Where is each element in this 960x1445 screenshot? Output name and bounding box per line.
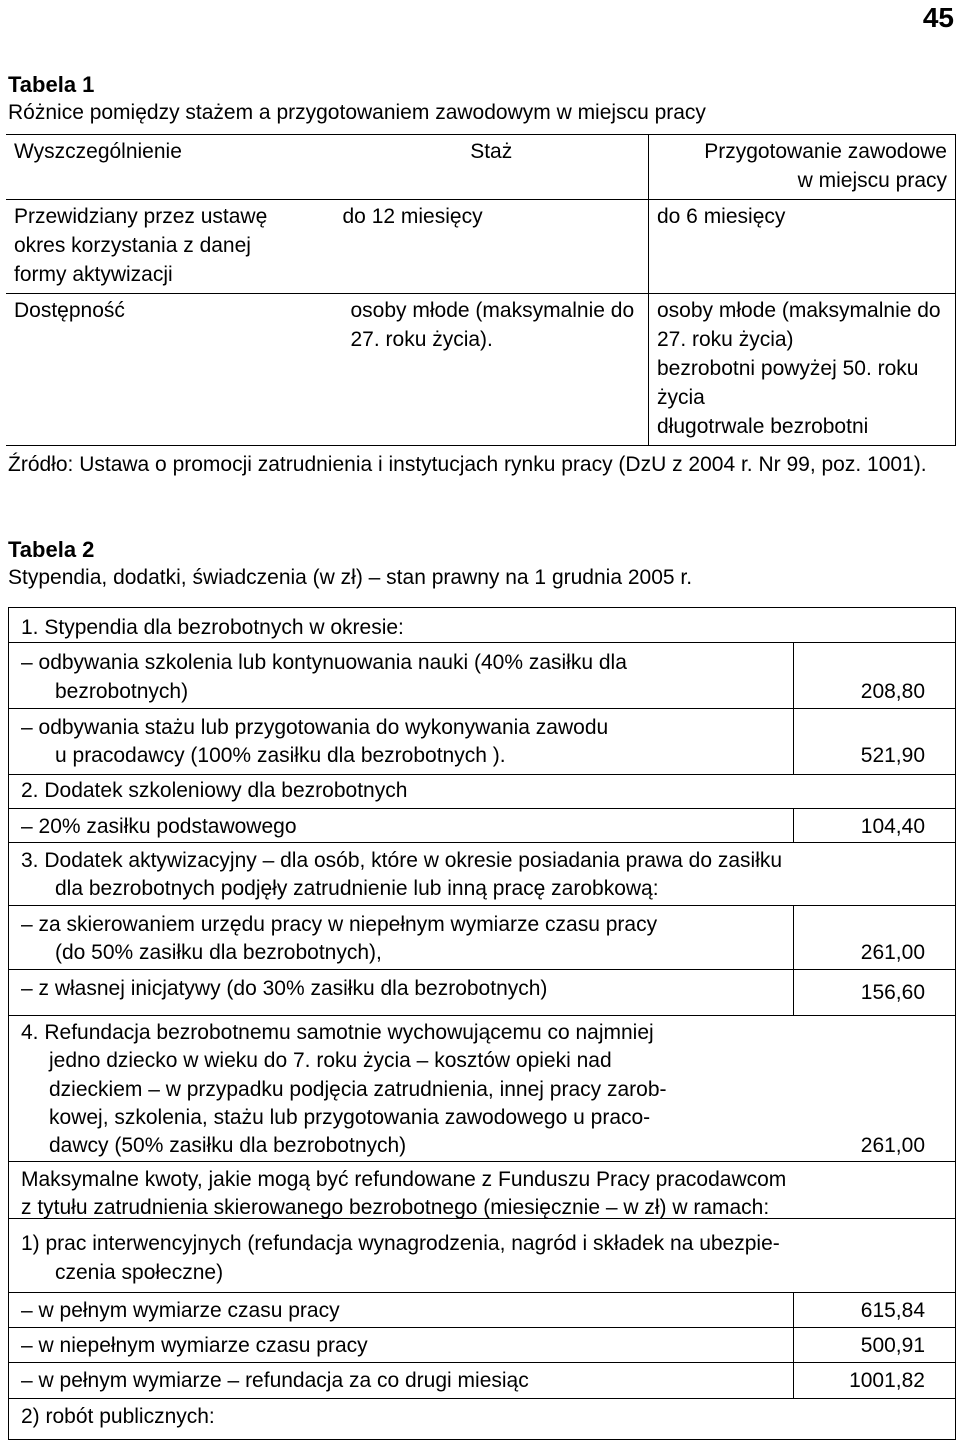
- divider: [9, 842, 955, 843]
- amount-value: 104,40: [860, 815, 925, 838]
- item-text: – 20% zasiłku podstawowego: [21, 815, 297, 838]
- table1-cell: osoby młode (maksymalnie do 27. roku życia).: [335, 294, 649, 446]
- item-text: – odbywania szkolenia lub kontynuowania nauki (40% zasiłku dla: [21, 651, 627, 674]
- section-title: czenia społeczne): [55, 1261, 224, 1284]
- divider: [793, 1292, 794, 1398]
- amount-value: 261,00: [860, 941, 925, 964]
- section-title: 2. Dodatek szkoleniowy dla bezrobotnych: [21, 779, 408, 802]
- divider: [9, 1362, 955, 1363]
- table1-header-row: [6, 135, 956, 200]
- section-title: dla bezrobotnych podjęły zatrudnienie lub inną pracę zarobkową:: [55, 877, 659, 900]
- table1-title: Tabela 1: [8, 72, 95, 97]
- amount-value: 1001,82: [849, 1369, 925, 1392]
- table1-header-cell: [648, 135, 955, 200]
- item-text: – w pełnym wymiarze – refundacja za co drugi miesiąc: [21, 1369, 529, 1392]
- section-title: kowej, szkolenia, stażu lub przygotowania zawodowego u praco-: [49, 1106, 651, 1129]
- divider: [9, 969, 955, 970]
- table1-source: Źródło: Ustawa o promocji zatrudnienia i instytucjach rynku pracy (DzU z 2004 r. Nr 99, poz. 1001).: [8, 453, 927, 476]
- divider: [9, 774, 955, 775]
- table1: [6, 134, 956, 446]
- section-title: Maksymalne kwoty, jakie mogą być refundowane z Funduszu Pracy pracodawcom: [21, 1168, 787, 1191]
- section-title: 1. Stypendia dla bezrobotnych w okresie:: [21, 616, 404, 639]
- divider: [9, 1161, 955, 1162]
- table1-header-cell: Wyszczególnienie: [6, 135, 335, 200]
- table1-cell: Przewidziany przez ustawę okres korzystania z danej formy aktywizacji: [6, 200, 335, 294]
- table2: [8, 607, 956, 1440]
- list-item: osoby młode (maksymalnie do 27. roku życia): [656, 299, 941, 351]
- section-title: 2) robót publicznych:: [21, 1405, 215, 1428]
- divider: [793, 808, 794, 842]
- table2-title: Tabela 2: [8, 537, 95, 562]
- section-title: z tytułu zatrudnienia skierowanego bezrobotnego (miesięcznie – w zł) w ramach:: [21, 1196, 770, 1219]
- divider: [9, 708, 955, 709]
- table1-cell: do 6 miesięcy: [648, 200, 955, 294]
- item-text: bezrobotnych): [55, 680, 189, 703]
- amount-value: 208,80: [860, 680, 925, 703]
- table1-cell: Dostępność: [6, 294, 335, 446]
- page-number: 45: [922, 2, 954, 33]
- section-title: dawcy (50% zasiłku dla bezrobotnych): [49, 1134, 407, 1157]
- item-text: – za skierowaniem urzędu pracy w niepełnym wymiarze czasu pracy: [21, 913, 658, 936]
- section-title: jedno dziecko w wieku do 7. roku życia – kosztów opieki nad: [49, 1049, 612, 1072]
- item-text: – w niepełnym wymiarze czasu pracy: [21, 1334, 368, 1357]
- table-row: [6, 294, 956, 446]
- divider: [793, 905, 794, 1015]
- table1-subtitle: Różnice pomiędzy stażem a przygotowaniem zawodowym w miejscu pracy: [8, 101, 706, 124]
- divider: [9, 1398, 955, 1399]
- table1-header-cell: Staż: [335, 135, 649, 200]
- item-text: (do 50% zasiłku dla bezrobotnych),: [55, 941, 382, 964]
- divider: [9, 1292, 955, 1293]
- list-item: bezrobotni powyżej 50. roku życia: [656, 357, 919, 409]
- table-row: [6, 200, 956, 294]
- item-text: – z własnej inicjatywy (do 30% zasiłku dla bezrobotnych): [21, 977, 548, 1000]
- amount-value: 615,84: [860, 1299, 925, 1322]
- section-title: 4. Refundacja bezrobotnemu samotnie wychowującemu co najmniej: [21, 1021, 654, 1044]
- section-title: 1) prac interwencyjnych (refundacja wynagrodzenia, nagród i składek na ubezpie-: [21, 1232, 780, 1255]
- item-text: – w pełnym wymiarze czasu pracy: [21, 1299, 340, 1322]
- amount-value: 521,90: [860, 744, 925, 767]
- item-text: – odbywania stażu lub przygotowania do wykonywania zawodu: [21, 716, 609, 739]
- table1-header3-line2: w miejscu pracy: [797, 169, 947, 192]
- divider: [9, 1015, 955, 1016]
- divider: [9, 642, 955, 643]
- list-item: długotrwale bezrobotni: [656, 415, 869, 438]
- table1-cell: [648, 294, 955, 446]
- section-title: dzieckiem – w przypadku podjęcia zatrudnienia, innej pracy zarob-: [49, 1078, 667, 1101]
- table1-cell: do 12 miesięcy: [335, 200, 649, 294]
- section-title: 3. Dodatek aktywizacyjny – dla osób, które w okresie posiadania prawa do zasiłku: [21, 849, 783, 872]
- amount-value: 500,91: [860, 1334, 925, 1357]
- amount-value: 156,60: [860, 981, 925, 1004]
- divider: [9, 905, 955, 906]
- table1-header3-line1: Przygotowanie zawodowe: [704, 140, 947, 163]
- item-text: u pracodawcy (100% zasiłku dla bezrobotnych ).: [55, 744, 506, 767]
- amount-value: 261,00: [860, 1134, 925, 1157]
- divider: [9, 1327, 955, 1328]
- table2-subtitle: Stypendia, dodatki, świadczenia (w zł) – stan prawny na 1 grudnia 2005 r.: [8, 566, 693, 589]
- divider: [9, 808, 955, 809]
